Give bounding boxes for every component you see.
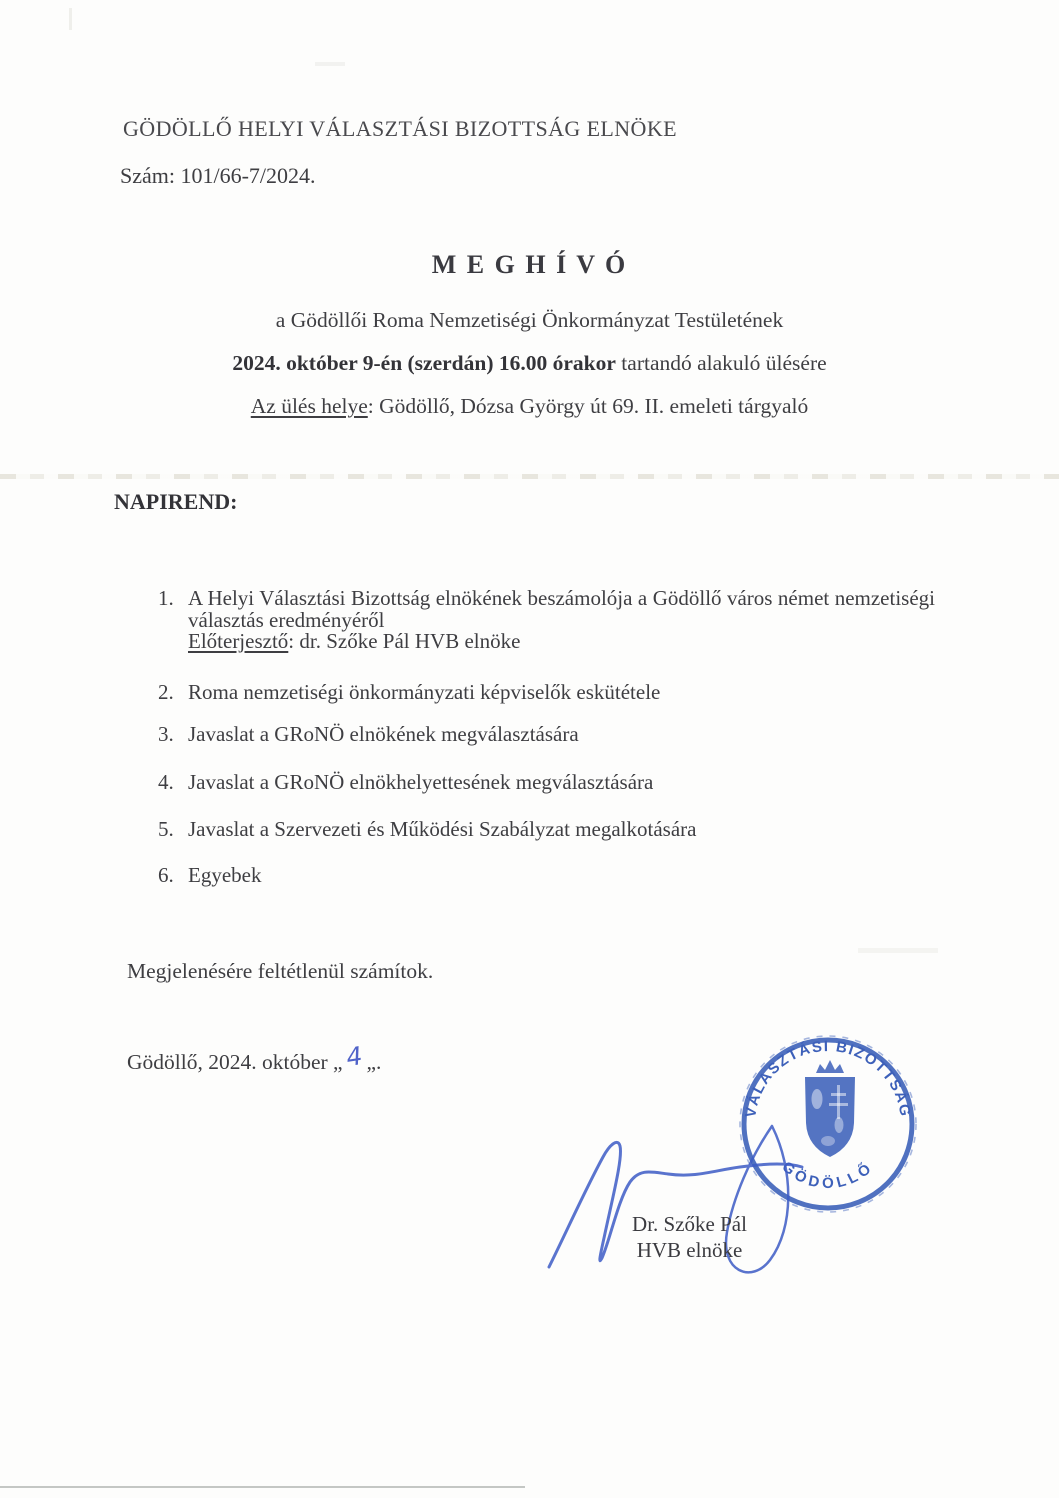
stamp-top-text: VÁLASZTÁSI BIZOTTSÁG [742,1038,914,1119]
date-line [127,1040,382,1075]
agenda-item-text: Javaslat a GRoNÖ elnökhelyettesének megválasztására [188,770,654,794]
agenda-item-5 [158,819,935,841]
signer-title: HVB elnöke [636,1238,743,1262]
location-rest: : Gödöllő, Dózsa György út 69. II. emeleti tárgyaló [367,394,809,418]
agenda-item-1 [158,588,935,653]
agenda-item-number: 5. [158,817,174,841]
agenda-item-text: Javaslat a GRoNÖ elnökének megválasztására [188,722,579,746]
agenda-item-presenter [188,631,935,653]
agenda-item-text: A Helyi Választási Bizottság elnökének beszámolója a Gödöllő város német nemzetiségi választás eredményéről [188,586,935,632]
date-line-prefix: Gödöllő, 2024. október „ [127,1050,343,1074]
agenda-item-text: Egyebek [188,863,262,887]
agenda-item-text: Roma nemzetiségi önkormányzati képviselők eskütétele [188,680,661,704]
meeting-location-line [0,394,1059,419]
closing-sentence: Megjelenésére feltétlenül számítok. [127,959,434,983]
scan-speck [858,948,938,953]
agenda-item-4 [158,772,935,794]
agenda-item-text: Javaslat a Szervezeti és Működési Szabályzat megalkotására [188,817,697,841]
agenda-item-2 [158,682,935,704]
presenter-label: Előterjesztő [188,629,289,654]
document-title: M E G H Í V Ó [431,250,628,279]
agenda-heading: NAPIREND: [114,489,238,514]
meeting-datetime-line [0,351,1059,376]
handwritten-day: 4 [343,1040,365,1073]
handwritten-signature [540,1115,830,1295]
stamp-bottom-text: GÖDÖLLŐ [778,1158,878,1193]
scan-speck [69,8,72,30]
agenda-item-number: 4. [158,770,174,794]
reference-number: Szám: 101/66-7/2024. [120,163,316,188]
agenda-item-number: 6. [158,863,174,887]
agenda-item-number: 2. [158,680,174,704]
presenter-rest: : dr. Szőke Pál HVB elnöke [288,629,521,654]
location-label: Az ülés helye [250,394,368,418]
scan-line-artifact [0,1486,525,1488]
agenda-item-6 [158,865,935,887]
signer-block [597,1211,782,1263]
scan-artifact-band [0,474,1059,479]
date-line-suffix: „. [366,1050,382,1074]
agenda-item-number: 3. [158,722,174,746]
issuer-header: GÖDÖLLŐ HELYI VÁLASZTÁSI BIZOTTSÁG ELNÖKE [123,116,677,141]
agenda-item-number: 1. [158,586,174,610]
document-subtitle: a Gödöllői Roma Nemzetiségi Önkormányzat Testületének [275,308,784,332]
signer-name: Dr. Szőke Pál [632,1212,747,1236]
meeting-datetime-bold: 2024. október 9-én (szerdán) 16.00 órakor [232,351,616,375]
scan-speck [315,62,345,66]
agenda-item-3 [158,724,935,746]
meeting-datetime-rest: tartandó alakuló ülésére [615,351,827,375]
